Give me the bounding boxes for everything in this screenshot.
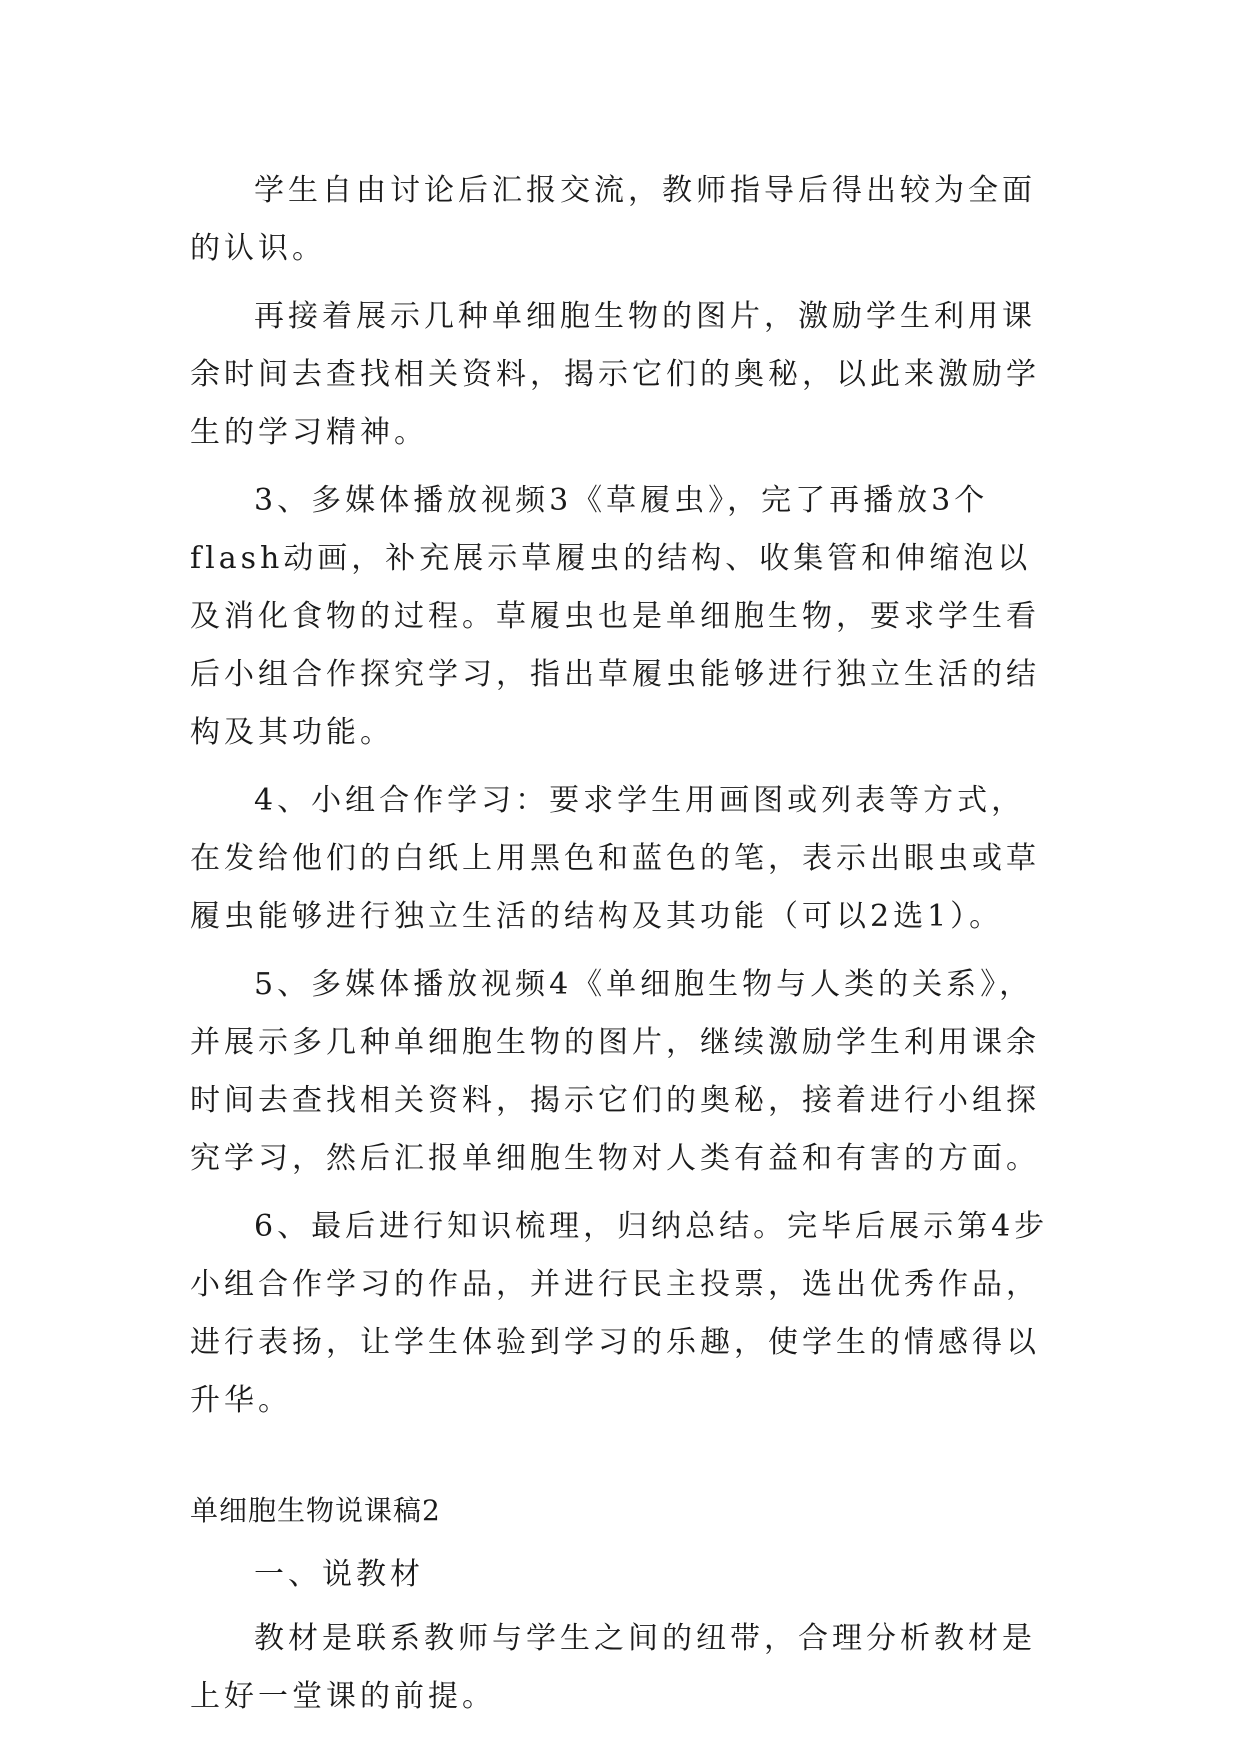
document-body (190, 162, 1054, 1736)
paragraph: 5、多媒体播放视频4《单细胞生物与人类的关系》，并展示多几种单细胞生物的图片，继续激励学生利用课余时间去查找相关资料，揭示它们的奥秘，接着进行小组探究学习，然后汇报单细胞生物对人类有益和有害的方面。 (190, 967, 1040, 1176)
paragraph: 再接着展示几种单细胞生物的图片，激励学生利用课余时间去查找相关资料，揭示它们的奥秘，以此来激励学生的学习精神。 (190, 299, 1040, 450)
paragraph: 3、多媒体播放视频3《草履虫》，完了再播放3个flash动画，补充展示草履虫的结构、收集管和伸缩泡以及消化食物的过程。草履虫也是单细胞生物，要求学生看后小组合作探究学习，指出草履虫能够进行独立生活的结构及其功能。 (190, 483, 1040, 750)
paragraph: 学生自由讨论后汇报交流，教师指导后得出较为全面的认识。 (190, 173, 1036, 266)
paragraph: 4、小组合作学习：要求学生用画图或列表等方式，在发给他们的白纸上用黑色和蓝色的笔，表示出眼虫或草履虫能够进行独立生活的结构及其功能（可以2选1）。 (190, 783, 1040, 934)
section-title: 单细胞生物说课稿2 (190, 1494, 441, 1527)
paragraph: 6、最后进行知识梳理，归纳总结。完毕后展示第4步小组合作学习的作品，并进行民主投票，选出优秀作品，进行表扬，让学生体验到学习的乐趣，使学生的情感得以升华。 (190, 1209, 1049, 1418)
paragraph: 教材是联系教师与学生之间的纽带，合理分析教材是上好一堂课的前提。 (190, 1621, 1036, 1714)
section-subheading: 一、说教材 (254, 1557, 424, 1592)
